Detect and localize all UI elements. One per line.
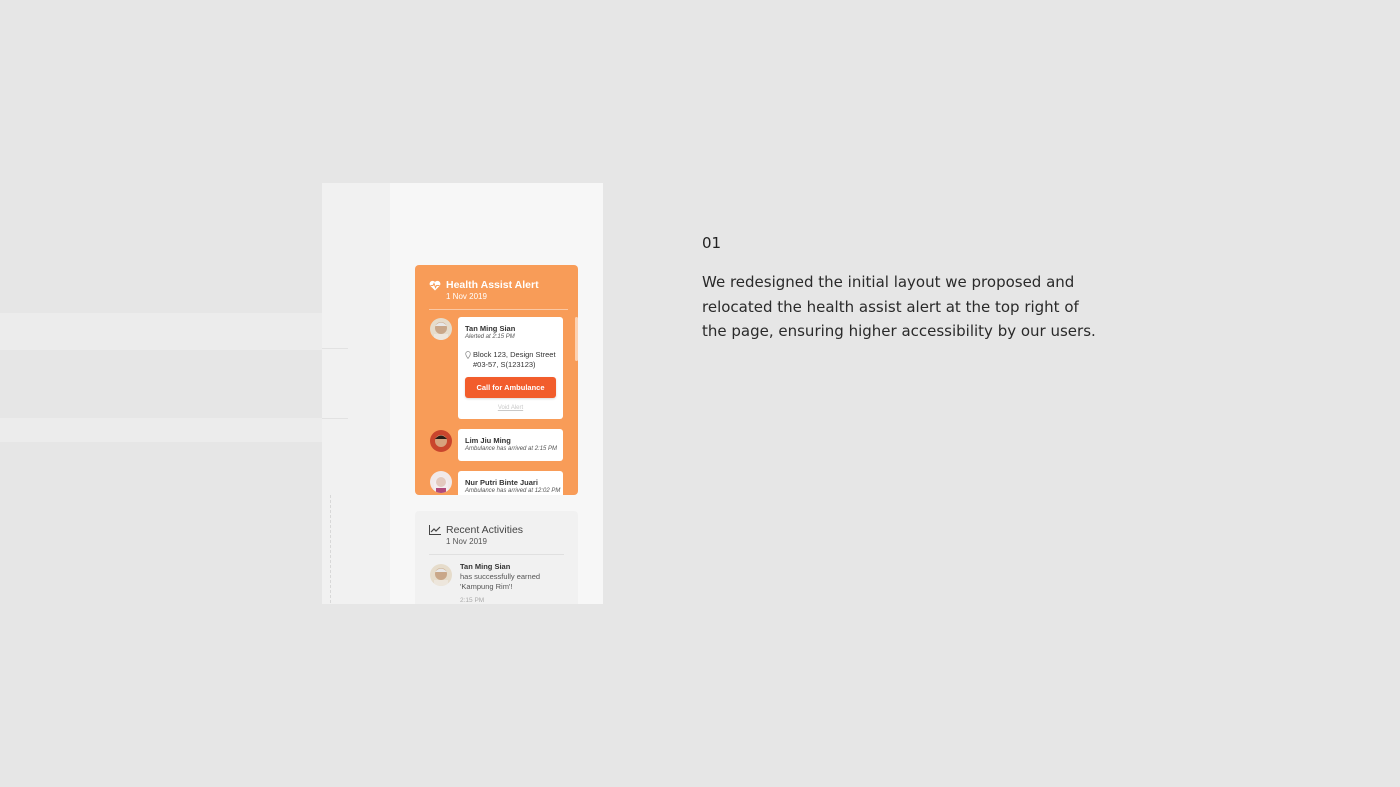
heart-pulse-icon [429, 280, 441, 291]
recent-activities-card [415, 511, 578, 604]
alert-title: Health Assist Alert [446, 279, 539, 291]
description-line: relocated the health assist alert at the top right of [702, 297, 1079, 316]
alert-status: Ambulance has arrived at 2:15 PM [465, 446, 558, 452]
avatar [430, 564, 452, 586]
sidebar-dashed-line [330, 495, 331, 603]
activity-text: 'Kampung Rim'! [460, 582, 513, 591]
activity-text: has successfully earned [460, 572, 541, 581]
call-ambulance-button[interactable]: Call for Ambulance [465, 377, 556, 398]
description-line: We redesigned the initial layout we proposed and [702, 273, 1075, 291]
avatar [430, 471, 452, 493]
sidebar-divider [322, 418, 348, 419]
health-assist-alert-card [415, 265, 578, 495]
line-chart-icon [429, 525, 441, 535]
alert-status: Ambulance has arrived at 12:02 PM [465, 488, 561, 494]
patient-name: Nur Putri Binte Juari [465, 478, 538, 487]
alert-status: Alerted at 2:15 PM [465, 334, 515, 340]
patient-name: Lim Jiu Ming [465, 436, 511, 445]
step-description [702, 270, 1096, 344]
void-alert-link[interactable]: Void Alert [497, 405, 524, 411]
divider [429, 554, 564, 555]
alert-scrollbar[interactable] [575, 317, 578, 361]
alert-date: 1 Nov 2019 [446, 292, 487, 301]
recent-activities-title: Recent Activities [446, 524, 524, 536]
description-line: the page, ensuring higher accessibility by our users. [702, 322, 1096, 340]
address-line: #03-57, S(123123) [473, 359, 536, 369]
map-pin-icon [465, 351, 471, 359]
app-screen-mockup [322, 183, 603, 604]
address-line: Block 123, Design Street [473, 350, 556, 359]
sidebar [322, 183, 390, 604]
avatar [430, 430, 452, 452]
step-number: 01 [702, 234, 722, 252]
sidebar-divider [322, 348, 348, 349]
avatar [430, 318, 452, 340]
activity-time: 2:15 PM [460, 597, 485, 604]
recent-activities-date: 1 Nov 2019 [446, 537, 487, 546]
background-panel [0, 418, 365, 442]
alert-entry[interactable] [458, 429, 563, 461]
patient-name: Tan Ming Sian [465, 324, 516, 333]
patient-address [473, 350, 556, 369]
alert-entry-active[interactable] [458, 317, 563, 419]
background-panel [0, 313, 365, 350]
alert-entry[interactable] [458, 471, 563, 495]
activity-user-name: Tan Ming Sian [460, 562, 511, 571]
alert-header [429, 279, 568, 310]
